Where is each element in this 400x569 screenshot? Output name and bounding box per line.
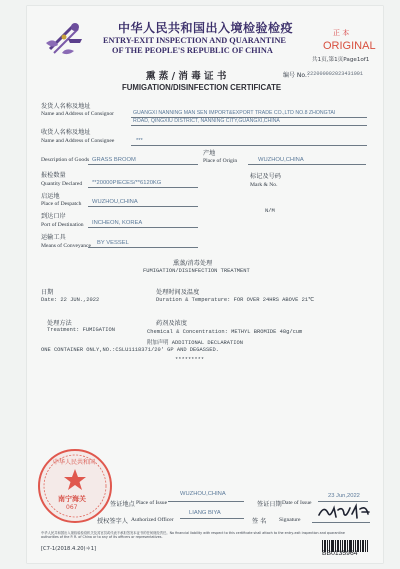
treatment-date: Date: 22 JUN.,2022 xyxy=(41,297,100,303)
consignor-label-cn: 发货人名称及地址 xyxy=(41,103,91,110)
original-en: ORIGINAL xyxy=(323,40,376,52)
despatch-value: WUZHOU,CHINA xyxy=(92,199,138,205)
certificate-number: 222000002023431001 xyxy=(307,71,364,77)
duration-label-cn: 处理时间及温度 xyxy=(156,289,200,296)
form-code: [C7-1(2018.4.20)＊1] xyxy=(41,546,97,552)
quantity-label-cn: 报检数量 xyxy=(41,172,66,179)
treatment-duration: Duration & Temperature: FOR OVER 24HRS ABOVE 21℃ xyxy=(156,297,315,303)
officer-label-cn: 授权签字人 xyxy=(97,518,128,525)
signature-label-en: Signature xyxy=(279,517,301,523)
serial-number: BB0135964 xyxy=(322,550,358,557)
issue-date-label-cn: 签证日期 xyxy=(257,501,282,508)
treatment-heading-en: FUMIGATION/DISINFECTION TREATMENT xyxy=(143,268,250,274)
conveyance-label-cn: 运输工具 xyxy=(41,234,66,241)
title-en-line2: OF THE PEOPLE'S REPUBLIC OF CHINA xyxy=(112,46,273,55)
consignee-label-cn: 收货人名称及地址 xyxy=(41,129,91,136)
emblem-icon xyxy=(44,19,86,57)
seal-middle-text: 南宁海关 xyxy=(58,495,86,503)
conveyance-value: BY VESSEL xyxy=(97,240,129,246)
consignee-label-en: Name and Address of Consignee xyxy=(41,138,115,144)
page-info: 共1页,第1页Page1of1 xyxy=(312,57,370,63)
issue-place-label-cn: 签证地点 xyxy=(110,501,135,508)
declaration-stars: ********* xyxy=(175,357,205,363)
officer-value: LIANG BIYA xyxy=(189,510,221,516)
consignor-label-en: Name and Address of Consignor xyxy=(41,111,115,117)
method-label-cn: 处理方法 xyxy=(47,320,72,327)
seal-number: 067 xyxy=(66,504,78,511)
destination-value: INCHEON, KOREA xyxy=(92,220,143,226)
signature-label-cn: 签 名 xyxy=(252,518,267,525)
consignor-value-2: ROAD, QINGXIU DISTRICT, NANNING CITY,GUANGXI,CHINA xyxy=(133,118,280,124)
treatment-chemical: Chemical & Concentration: METHYL BROMIDE 48g/cum xyxy=(147,329,303,335)
title-en-line1: ENTRY-EXIT INSPECTION AND QUARANTINE xyxy=(103,36,286,45)
additional-declaration: 附加声明 ADDITIONAL DECLARATION xyxy=(147,340,243,346)
disclaimer-line1: 中华人民共和国出入境检验检疫机关及其官员或代表不承担签发本证书的任何财经责任。No financial liability with respect to this certificate shall attach to the entry-exit inspection and quarantine xyxy=(41,531,345,535)
quantity-label-en: Quantity Declared xyxy=(41,181,83,187)
chemical-label-cn: 药剂及浓度 xyxy=(156,320,187,327)
origin-label-en: Place of Origin xyxy=(203,158,238,164)
marks-label-en: Mark & No. xyxy=(250,182,278,188)
number-label: 编号 No.： xyxy=(283,72,313,79)
quantity-value: **20000PIECES/**6120KG xyxy=(92,180,162,186)
goods-label-en: Description of Goods xyxy=(41,157,90,163)
consignor-value-1: GUANGXI NANNING MAN SEN IMPORT&EXPORT TRADE CO.,LTD NO.8 ZHONGTAI xyxy=(133,110,336,116)
issue-date-value: 23 Jun,2022 xyxy=(328,493,360,499)
handwritten-signature xyxy=(316,502,372,522)
container-line: ONE CONTAINER ONLY,NO.:CSLU1118371/20' GP AND DEGASSED. xyxy=(41,347,219,353)
certificate-title-cn: 熏 蒸 / 消 毒 证 书 xyxy=(146,71,227,82)
consignee-value: *** xyxy=(136,138,143,144)
marks-label-cn: 标记及号码 xyxy=(250,173,281,180)
original-cn: 正 本 xyxy=(333,29,350,37)
seal-top-text: 中华人民共和国 xyxy=(53,459,96,466)
treatment-method: Treatment: FUMIGATION xyxy=(47,327,115,333)
certificate-title-en: FUMIGATION/DISINFECTION CERTIFICATE xyxy=(122,83,282,92)
disclaimer-line2: authorities of the P. R. of China or to any of its officers or representatives. xyxy=(41,535,163,539)
destination-label-en: Port of Destination xyxy=(41,222,84,228)
conveyance-label-en: Means of Conveyance xyxy=(41,243,92,249)
origin-label-cn: 产地 xyxy=(203,150,216,157)
issue-date-label-en: Date of Issue xyxy=(282,500,312,506)
barcode-icon xyxy=(322,537,368,549)
despatch-label-en: Place of Despatch xyxy=(41,201,82,207)
destination-label-cn: 到达口岸 xyxy=(41,213,66,220)
despatch-label-cn: 启运地 xyxy=(41,193,60,200)
marks-value: N/M xyxy=(265,208,275,214)
issue-place-label-en: Place of Issue xyxy=(136,500,168,506)
treatment-heading-cn: 熏蒸/消毒处理 xyxy=(173,260,213,267)
date-label-cn: 日期 xyxy=(41,289,54,296)
issue-place-value: WUZHOU,CHINA xyxy=(180,491,226,497)
officer-label-en: Authorized Officer xyxy=(131,517,174,523)
origin-value: WUZHOU,CHINA xyxy=(258,157,304,163)
goods-value: GRASS BROOM xyxy=(92,157,136,163)
title-cn: 中华人民共和国出入境检验检疫 xyxy=(118,21,294,35)
